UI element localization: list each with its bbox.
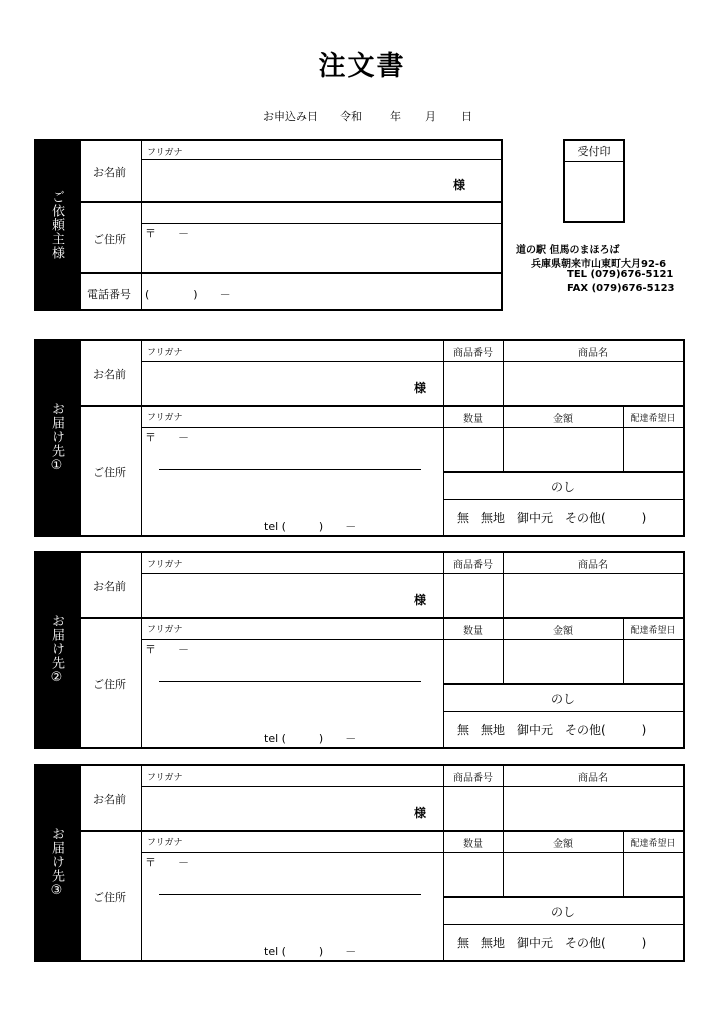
requester-address-label: ご住所 [93, 233, 126, 246]
requester-postal-mark: 〒 － [145, 227, 189, 240]
delivery-address-furigana-label: フリガナ [147, 625, 183, 635]
requester-furigana-label: フリガナ [147, 148, 183, 158]
delivery-date-header: 配達希望日 [630, 413, 676, 424]
delivery-address-label: ご住所 [93, 678, 126, 691]
delivery-side-label: お届け先③ [34, 764, 79, 962]
requester-honorific: 様 [453, 178, 466, 192]
delivery-side-label: お届け先① [34, 339, 79, 537]
noshi-options: 無 無地 御中元 その他( ) [457, 936, 647, 950]
quantity-header: 数量 [463, 838, 483, 850]
delivery-name-furigana-label: フリガナ [147, 560, 183, 570]
product-number-header: 商品番号 [453, 772, 493, 784]
delivery-date-header: 配達希望日 [630, 838, 676, 849]
reception-stamp-box [563, 139, 625, 223]
year-label: 年 [390, 110, 401, 123]
delivery-name-label: お名前 [93, 793, 126, 806]
page-title: 注文書 [318, 51, 406, 82]
delivery-name-furigana-label: フリガナ [147, 348, 183, 358]
requester-form [79, 139, 503, 311]
delivery-side-label: お届け先② [34, 551, 79, 749]
quantity-header: 数量 [463, 625, 483, 637]
product-number-header: 商品番号 [453, 347, 493, 359]
quantity-header: 数量 [463, 413, 483, 425]
product-name-header: 商品名 [578, 347, 608, 359]
product-name-header: 商品名 [578, 772, 608, 784]
delivery-form [79, 764, 685, 962]
month-label: 月 [425, 110, 436, 123]
noshi-options: 無 無地 御中元 その他( ) [457, 723, 647, 737]
requester-name-label: お名前 [93, 166, 126, 179]
delivery-form [79, 339, 685, 537]
delivery-name-label: お名前 [93, 368, 126, 381]
requester-side-label: ご依頼主様 [34, 139, 79, 311]
era-label: 令和 [340, 110, 362, 123]
delivery-form [79, 551, 685, 749]
delivery-address-label: ご住所 [93, 466, 126, 479]
delivery-honorific: 様 [414, 806, 427, 820]
delivery-address-furigana-label: フリガナ [147, 838, 183, 848]
product-name-header: 商品名 [578, 559, 608, 571]
delivery-address-label: ご住所 [93, 891, 126, 904]
shop-tel: TEL (079)676-5121 [567, 269, 674, 280]
application-date-label: お申込み日 [263, 110, 318, 123]
noshi-label: のし [550, 904, 575, 919]
reception-stamp-label: 受付印 [577, 145, 611, 158]
noshi-options: 無 無地 御中元 その他( ) [457, 511, 647, 525]
shop-address: 兵庫県朝来市山東町大月92-6 [531, 259, 667, 270]
noshi-label: のし [550, 479, 575, 494]
delivery-date-header: 配達希望日 [630, 625, 676, 636]
delivery-honorific: 様 [414, 381, 427, 395]
delivery-tel-format: tel ( ) － [264, 520, 357, 533]
shop-fax: FAX (079)676-5123 [567, 283, 675, 294]
requester-phone-label: 電話番号 [87, 288, 131, 301]
delivery-honorific: 様 [414, 593, 427, 607]
delivery-name-furigana-label: フリガナ [147, 773, 183, 783]
amount-header: 金額 [553, 838, 573, 850]
delivery-name-label: お名前 [93, 580, 126, 593]
noshi-label: のし [550, 691, 575, 706]
amount-header: 金額 [553, 625, 573, 637]
amount-header: 金額 [553, 413, 573, 425]
delivery-tel-format: tel ( ) － [264, 732, 357, 745]
delivery-address-furigana-label: フリガナ [147, 413, 183, 423]
requester-phone-format: ( ) － [145, 288, 231, 301]
delivery-postal-mark: 〒 － [145, 643, 189, 656]
shop-name: 道の駅 但馬のまほろば [516, 245, 620, 256]
delivery-tel-format: tel ( ) － [264, 945, 357, 958]
delivery-postal-mark: 〒 － [145, 856, 189, 869]
day-label: 日 [461, 110, 472, 123]
delivery-postal-mark: 〒 － [145, 431, 189, 444]
product-number-header: 商品番号 [453, 559, 493, 571]
